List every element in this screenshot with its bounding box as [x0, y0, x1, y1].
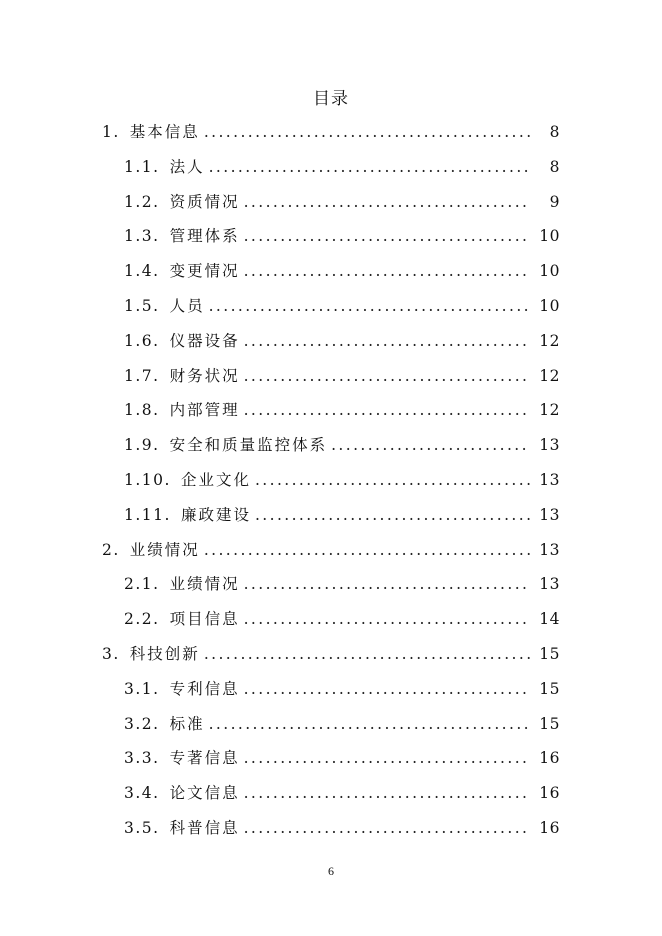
toc-entry-page: 15 [539, 644, 560, 663]
toc-entry-page: 13 [539, 436, 560, 455]
toc-entry[interactable] [124, 359, 662, 394]
toc-entry[interactable] [124, 428, 662, 463]
page-number: 6 [328, 864, 334, 878]
dot-leader [209, 289, 530, 324]
toc-entry-page: 15 [539, 679, 560, 698]
toc-entry[interactable] [124, 393, 662, 428]
toc-entry-page: 9 [549, 192, 560, 211]
toc-entry-page: 8 [549, 123, 560, 141]
toc-entry-number: 1.5. [124, 296, 160, 315]
toc-entry-label: 安全和质量监控体系 [169, 436, 328, 455]
toc-entry-label: 科技创新 [129, 644, 200, 663]
toc-entry-number: 3.1. [124, 679, 160, 698]
toc-entry-page: 10 [539, 296, 560, 315]
toc-entry-page: 8 [549, 157, 560, 176]
toc-entry[interactable] [124, 776, 662, 811]
toc-entry-page: 12 [539, 331, 560, 350]
toc-entry-page: 16 [539, 818, 560, 837]
toc-entry-label: 人员 [169, 296, 205, 315]
toc-entry-page: 12 [539, 366, 560, 385]
toc-entry-number: 1.10. [124, 470, 171, 489]
toc-entry[interactable] [124, 498, 662, 533]
toc-entry[interactable] [124, 811, 662, 846]
toc-entry-page: 16 [539, 749, 560, 768]
toc-entry-label: 项目信息 [169, 610, 240, 629]
toc-entry-number: 1.8. [124, 401, 160, 420]
toc-entry-page: 13 [539, 575, 560, 594]
dot-leader [255, 498, 530, 533]
dot-leader [244, 324, 530, 359]
toc-entry-number: 3.3. [124, 749, 160, 768]
toc-entry-number: 2.2. [124, 610, 160, 629]
toc-entry-number: 2. [102, 540, 120, 559]
toc-entry-number: 2.1. [124, 575, 160, 594]
dot-leader [244, 602, 530, 637]
dot-leader [331, 428, 530, 463]
toc-entry-label: 科普信息 [169, 818, 240, 837]
dot-leader [244, 393, 530, 428]
toc-entry[interactable] [124, 289, 662, 324]
dot-leader [244, 219, 530, 254]
toc-entry-number: 3. [102, 644, 120, 663]
toc-entry-label: 专著信息 [169, 749, 240, 768]
dot-leader [244, 811, 530, 846]
toc-entry-label: 财务状况 [169, 366, 240, 385]
toc-entry[interactable] [102, 115, 662, 150]
toc-entry-label: 业绩情况 [169, 575, 240, 594]
toc-entry-label: 变更情况 [169, 262, 240, 281]
toc-entry[interactable] [124, 707, 662, 742]
toc-entry-label: 内部管理 [169, 401, 240, 420]
toc-entry-number: 1.7. [124, 366, 160, 385]
toc-entry-label: 业绩情况 [129, 540, 200, 559]
toc-entry-page: 15 [539, 714, 560, 733]
toc-entry-number: 1.11. [124, 505, 171, 524]
toc-entry[interactable] [102, 637, 662, 672]
toc-entry[interactable] [124, 567, 662, 602]
toc-entry-page: 10 [539, 262, 560, 281]
toc-entry[interactable] [124, 254, 662, 289]
toc-entry-page: 10 [539, 227, 560, 246]
toc-entry-number: 1.9. [124, 436, 160, 455]
toc-entry-page: 14 [539, 610, 560, 629]
toc-entry-number: 3.2. [124, 714, 160, 733]
toc-entry[interactable] [124, 185, 662, 220]
toc-entry-label: 管理体系 [169, 227, 240, 246]
toc-entry-label: 标准 [169, 714, 205, 733]
toc-entry[interactable] [124, 602, 662, 637]
toc-entry[interactable] [124, 324, 662, 359]
dot-leader [209, 150, 530, 185]
toc-entry[interactable] [124, 672, 662, 707]
toc-entry-number: 1.4. [124, 262, 160, 281]
dot-leader [244, 254, 530, 289]
toc-entry-number: 1.6. [124, 331, 160, 350]
toc-entry-label: 资质情况 [169, 192, 240, 211]
toc-entry-number: 3.4. [124, 784, 160, 803]
toc-entry[interactable] [124, 150, 662, 185]
toc-entry-label: 专利信息 [169, 679, 240, 698]
dot-leader [244, 185, 530, 220]
dot-leader [204, 533, 530, 568]
toc-entry[interactable] [102, 533, 662, 568]
toc-entry-label: 廉政建设 [180, 505, 251, 524]
toc-entry[interactable] [124, 463, 662, 498]
dot-leader [244, 672, 530, 707]
toc-list [0, 115, 662, 846]
toc-entry-label: 论文信息 [169, 784, 240, 803]
dot-leader [244, 741, 530, 776]
toc-entry-label: 基本信息 [129, 123, 200, 141]
dot-leader [244, 776, 530, 811]
toc-entry[interactable] [124, 741, 662, 776]
toc-entry-number: 1.2. [124, 192, 160, 211]
toc-entry-label: 企业文化 [180, 470, 251, 489]
dot-leader [244, 567, 530, 602]
dot-leader [209, 707, 530, 742]
dot-leader [255, 463, 530, 498]
toc-entry-label: 仪器设备 [169, 331, 240, 350]
dot-leader [244, 359, 530, 394]
toc-entry-page: 13 [539, 505, 560, 524]
toc-entry-page: 12 [539, 401, 560, 420]
toc-entry[interactable] [124, 219, 662, 254]
toc-entry-page: 13 [539, 470, 560, 489]
toc-title: 目录 [313, 89, 349, 109]
toc-entry-page: 16 [539, 784, 560, 803]
toc-entry-number: 1.3. [124, 227, 160, 246]
dot-leader [204, 637, 530, 672]
toc-entry-number: 1. [102, 123, 120, 141]
toc-entry-label: 法人 [169, 157, 205, 176]
toc-entry-page: 13 [539, 540, 560, 559]
toc-entry-number: 3.5. [124, 818, 160, 837]
toc-entry-number: 1.1. [124, 157, 160, 176]
dot-leader [204, 115, 530, 150]
